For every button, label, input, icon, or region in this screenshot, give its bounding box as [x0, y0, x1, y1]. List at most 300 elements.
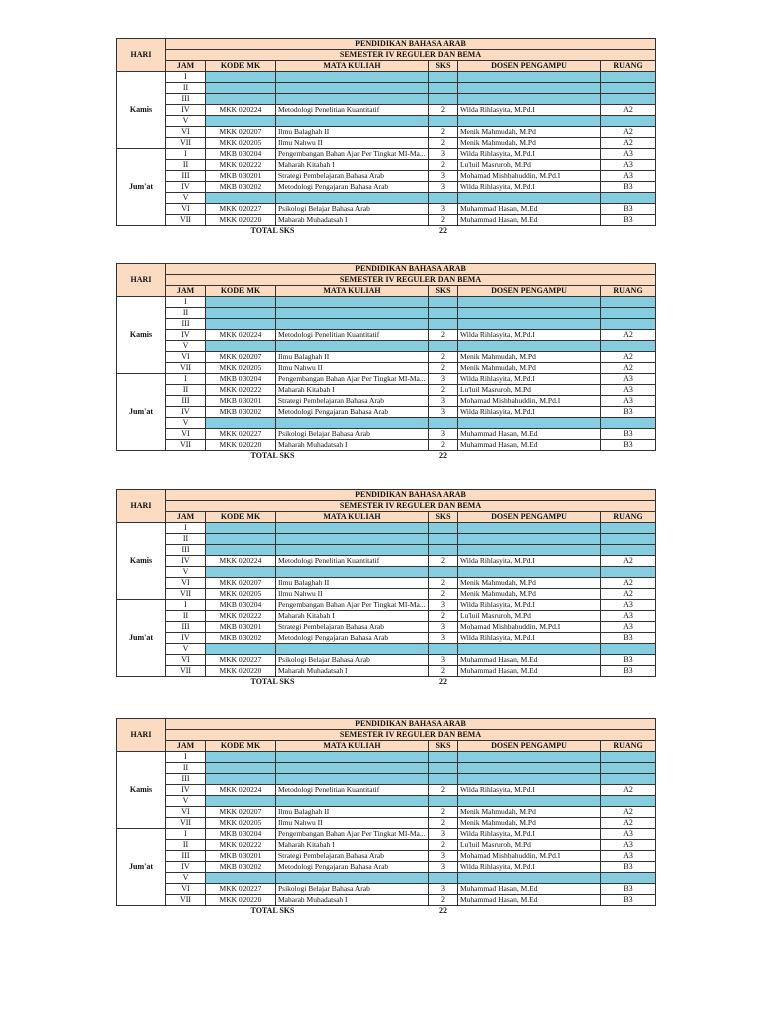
schedule-row	[117, 545, 656, 556]
lecturer-cell	[458, 873, 601, 884]
room-cell: A2	[601, 105, 656, 116]
column-header-mk: MATA KULIAH	[276, 741, 429, 752]
schedule-row	[117, 862, 656, 873]
course-code-cell: MKB 030202	[206, 862, 276, 873]
room-cell: B3	[601, 862, 656, 873]
course-code-cell: MKK 020224	[206, 556, 276, 567]
room-cell: A3	[601, 149, 656, 160]
course-code-cell: MKK 020205	[206, 363, 276, 374]
room-cell	[601, 116, 656, 127]
lecturer-cell	[458, 94, 601, 105]
course-name-cell: Ilmu Balaghah II	[276, 352, 429, 363]
sks-cell: 3	[429, 851, 458, 862]
lecturer-cell: Muhammad Hasan, M.Ed	[458, 666, 601, 677]
column-header-jam: JAM	[166, 286, 206, 297]
course-code-cell	[206, 308, 276, 319]
course-name-cell: Maharah Kitabah I	[276, 385, 429, 396]
course-code-cell	[206, 644, 276, 655]
room-cell	[601, 94, 656, 105]
sks-cell: 3	[429, 884, 458, 895]
schedule-row	[117, 215, 656, 226]
course-name-cell	[276, 297, 429, 308]
room-cell: A2	[601, 127, 656, 138]
jam-cell: I	[166, 149, 206, 160]
sks-cell	[429, 116, 458, 127]
hari-header: HARI	[117, 490, 166, 523]
lecturer-cell: Lu'luil Masruroh, M.Pd	[458, 160, 601, 171]
schedule-row	[117, 873, 656, 884]
room-cell: B3	[601, 666, 656, 677]
sks-cell: 3	[429, 862, 458, 873]
room-cell: A2	[601, 330, 656, 341]
course-name-cell: Psikologi Belajar Bahasa Arab	[276, 204, 429, 215]
jam-cell: V	[166, 567, 206, 578]
room-cell	[601, 193, 656, 204]
jam-cell: I	[166, 374, 206, 385]
semester-subtitle: SEMESTER IV REGULER DAN BEMA	[166, 501, 656, 512]
schedule-row	[117, 567, 656, 578]
course-code-cell	[206, 534, 276, 545]
schedule-row	[117, 330, 656, 341]
lecturer-cell: Wilda Rihlasyita, M.Pd.I	[458, 862, 601, 873]
jam-cell: II	[166, 763, 206, 774]
lecturer-cell	[458, 644, 601, 655]
jam-cell: III	[166, 622, 206, 633]
schedule-row	[117, 622, 656, 633]
room-cell: B3	[601, 204, 656, 215]
total-sks-value: 22	[429, 677, 458, 688]
course-code-cell: MKK 020220	[206, 895, 276, 906]
course-code-cell: MKK 020227	[206, 204, 276, 215]
course-name-cell: Pengembangan Bahan Ajar Per Tingkat MI-Ma...	[276, 829, 429, 840]
column-header-mk: MATA KULIAH	[276, 286, 429, 297]
jam-cell: II	[166, 308, 206, 319]
course-name-cell: Metodologi Penelitian Kuantitatif	[276, 785, 429, 796]
course-code-cell	[206, 545, 276, 556]
column-header-row	[117, 741, 656, 752]
sks-cell: 2	[429, 611, 458, 622]
jam-cell: I	[166, 523, 206, 534]
course-code-cell: MKK 020220	[206, 666, 276, 677]
jam-cell: II	[166, 840, 206, 851]
jam-cell: I	[166, 72, 206, 83]
lecturer-cell: Mohamad Mishbahuddin, M.Pd.I	[458, 171, 601, 182]
course-code-cell: MKB 030204	[206, 829, 276, 840]
course-code-cell	[206, 763, 276, 774]
sks-cell: 2	[429, 138, 458, 149]
jam-cell: IV	[166, 633, 206, 644]
jam-cell: III	[166, 851, 206, 862]
jam-cell: V	[166, 418, 206, 429]
sks-cell: 3	[429, 171, 458, 182]
room-cell: A3	[601, 611, 656, 622]
lecturer-cell: Wilda Rihlasyita, M.Pd.I	[458, 785, 601, 796]
course-code-cell: MKK 020207	[206, 127, 276, 138]
room-cell: A2	[601, 807, 656, 818]
day-label: Kamis	[117, 297, 166, 374]
program-title: PENDIDIKAN BAHASA ARAB	[166, 719, 656, 730]
room-cell: B3	[601, 884, 656, 895]
schedule-row	[117, 385, 656, 396]
lecturer-cell	[458, 567, 601, 578]
course-name-cell	[276, 763, 429, 774]
total-row	[117, 451, 656, 462]
course-code-cell: MKB 030201	[206, 171, 276, 182]
day-label: Kamis	[117, 523, 166, 600]
column-header-jam: JAM	[166, 741, 206, 752]
column-header-dosen: DOSEN PENGAMPU	[458, 512, 601, 523]
schedule-row	[117, 600, 656, 611]
course-name-cell	[276, 418, 429, 429]
day-label: Kamis	[117, 72, 166, 149]
schedule-row	[117, 556, 656, 567]
sks-cell	[429, 796, 458, 807]
column-header-ruang: RUANG	[601, 741, 656, 752]
schedule-row	[117, 72, 656, 83]
course-name-cell: Metodologi Pengajaran Bahasa Arab	[276, 862, 429, 873]
jam-cell: III	[166, 319, 206, 330]
lecturer-cell: Wilda Rihlasyita, M.Pd.I	[458, 374, 601, 385]
course-name-cell	[276, 567, 429, 578]
lecturer-cell	[458, 319, 601, 330]
jam-cell: I	[166, 752, 206, 763]
schedule-row	[117, 895, 656, 906]
lecturer-cell	[458, 523, 601, 534]
room-cell: A2	[601, 818, 656, 829]
jam-cell: VII	[166, 440, 206, 451]
room-cell: B3	[601, 215, 656, 226]
lecturer-cell: Wilda Rihlasyita, M.Pd.I	[458, 829, 601, 840]
sks-cell: 3	[429, 633, 458, 644]
course-code-cell	[206, 774, 276, 785]
lecturer-cell: Menik Mahmudah, M.Pd	[458, 138, 601, 149]
jam-cell: II	[166, 160, 206, 171]
schedule-row	[117, 308, 656, 319]
room-cell: A3	[601, 840, 656, 851]
lecturer-cell: Menik Mahmudah, M.Pd	[458, 818, 601, 829]
schedule-row	[117, 774, 656, 785]
lecturer-cell: Muhammad Hasan, M.Ed	[458, 204, 601, 215]
total-row-spacer	[458, 226, 656, 237]
course-name-cell: Psikologi Belajar Bahasa Arab	[276, 429, 429, 440]
subtitle-row	[117, 50, 656, 61]
course-code-cell: MKK 020227	[206, 884, 276, 895]
sks-cell: 3	[429, 204, 458, 215]
jam-cell: IV	[166, 105, 206, 116]
column-header-kode: KODE MK	[206, 741, 276, 752]
jam-cell: VI	[166, 655, 206, 666]
sks-cell	[429, 763, 458, 774]
sks-cell	[429, 545, 458, 556]
hari-header: HARI	[117, 264, 166, 297]
column-header-row	[117, 61, 656, 72]
subtitle-row	[117, 501, 656, 512]
total-sks-value: 22	[429, 226, 458, 237]
lecturer-cell	[458, 752, 601, 763]
lecturer-cell	[458, 83, 601, 94]
sks-cell	[429, 297, 458, 308]
sks-cell	[429, 308, 458, 319]
total-row	[117, 677, 656, 688]
course-code-cell	[206, 72, 276, 83]
lecturer-cell: Muhammad Hasan, M.Ed	[458, 884, 601, 895]
sks-cell	[429, 193, 458, 204]
jam-cell: I	[166, 600, 206, 611]
room-cell	[601, 774, 656, 785]
sks-cell	[429, 774, 458, 785]
total-sks-label: TOTAL SKS	[117, 226, 429, 237]
jam-cell: I	[166, 829, 206, 840]
jam-cell: IV	[166, 330, 206, 341]
room-cell: A3	[601, 171, 656, 182]
schedule-row	[117, 655, 656, 666]
room-cell: A2	[601, 352, 656, 363]
lecturer-cell	[458, 418, 601, 429]
sks-cell: 2	[429, 666, 458, 677]
jam-cell: IV	[166, 862, 206, 873]
course-code-cell: MKK 020220	[206, 440, 276, 451]
course-code-cell: MKK 020227	[206, 429, 276, 440]
schedule-row	[117, 752, 656, 763]
course-name-cell	[276, 83, 429, 94]
room-cell: A3	[601, 851, 656, 862]
course-code-cell	[206, 567, 276, 578]
schedule-row	[117, 193, 656, 204]
course-code-cell: MKB 030201	[206, 396, 276, 407]
sks-cell: 3	[429, 600, 458, 611]
jam-cell: VI	[166, 578, 206, 589]
course-code-cell	[206, 341, 276, 352]
lecturer-cell: Lu'luil Masruroh, M.Pd	[458, 840, 601, 851]
jam-cell: VII	[166, 363, 206, 374]
room-cell	[601, 319, 656, 330]
lecturer-cell	[458, 297, 601, 308]
schedule-table	[116, 263, 656, 461]
course-code-cell	[206, 523, 276, 534]
jam-cell: V	[166, 193, 206, 204]
schedule-row	[117, 818, 656, 829]
lecturer-cell: Muhammad Hasan, M.Ed	[458, 429, 601, 440]
course-name-cell: Metodologi Pengajaran Bahasa Arab	[276, 633, 429, 644]
course-code-cell: MKB 030201	[206, 851, 276, 862]
course-code-cell: MKK 020222	[206, 385, 276, 396]
sks-cell: 3	[429, 829, 458, 840]
sks-cell: 2	[429, 363, 458, 374]
sks-cell	[429, 873, 458, 884]
course-name-cell: Psikologi Belajar Bahasa Arab	[276, 884, 429, 895]
course-code-cell: MKK 020207	[206, 578, 276, 589]
lecturer-cell	[458, 193, 601, 204]
jam-cell: V	[166, 116, 206, 127]
sks-cell: 3	[429, 396, 458, 407]
sks-cell	[429, 644, 458, 655]
jam-cell: VI	[166, 127, 206, 138]
sks-cell: 2	[429, 807, 458, 818]
jam-cell: V	[166, 796, 206, 807]
course-name-cell: Metodologi Penelitian Kuantitatif	[276, 330, 429, 341]
sks-cell: 3	[429, 429, 458, 440]
lecturer-cell: Wilda Rihlasyita, M.Pd.I	[458, 182, 601, 193]
lecturer-cell: Wilda Rihlasyita, M.Pd.I	[458, 149, 601, 160]
jam-cell: VII	[166, 895, 206, 906]
sks-cell: 2	[429, 105, 458, 116]
course-code-cell: MKK 020222	[206, 840, 276, 851]
lecturer-cell: Wilda Rihlasyita, M.Pd.I	[458, 600, 601, 611]
total-sks-label: TOTAL SKS	[117, 677, 429, 688]
lecturer-cell: Wilda Rihlasyita, M.Pd.I	[458, 556, 601, 567]
room-cell	[601, 567, 656, 578]
course-name-cell: Maharah Muhadatsah I	[276, 666, 429, 677]
course-name-cell: Metodologi Penelitian Kuantitatif	[276, 556, 429, 567]
sks-cell: 2	[429, 578, 458, 589]
course-name-cell	[276, 796, 429, 807]
room-cell: A3	[601, 829, 656, 840]
program-title: PENDIDIKAN BAHASA ARAB	[166, 264, 656, 275]
course-name-cell: Maharah Muhadatsah I	[276, 215, 429, 226]
total-row	[117, 906, 656, 917]
lecturer-cell: Menik Mahmudah, M.Pd	[458, 578, 601, 589]
jam-cell: III	[166, 545, 206, 556]
hari-header: HARI	[117, 719, 166, 752]
room-cell	[601, 644, 656, 655]
sks-cell: 3	[429, 182, 458, 193]
sks-cell: 2	[429, 840, 458, 851]
jam-cell: IV	[166, 785, 206, 796]
schedule-row	[117, 796, 656, 807]
day-label: Jum'at	[117, 600, 166, 677]
course-code-cell	[206, 193, 276, 204]
jam-cell: VII	[166, 818, 206, 829]
course-name-cell: Maharah Kitabah I	[276, 611, 429, 622]
sks-cell	[429, 83, 458, 94]
total-row-spacer	[458, 451, 656, 462]
jam-cell: II	[166, 385, 206, 396]
subtitle-row	[117, 275, 656, 286]
schedule-row	[117, 851, 656, 862]
lecturer-cell	[458, 116, 601, 127]
day-label: Jum'at	[117, 374, 166, 451]
course-code-cell: MKB 030204	[206, 149, 276, 160]
room-cell: A3	[601, 600, 656, 611]
column-header-ruang: RUANG	[601, 286, 656, 297]
course-name-cell: Maharah Muhadatsah I	[276, 895, 429, 906]
room-cell	[601, 752, 656, 763]
course-name-cell	[276, 94, 429, 105]
sks-cell: 2	[429, 127, 458, 138]
hari-header: HARI	[117, 39, 166, 72]
schedule-row	[117, 807, 656, 818]
semester-subtitle: SEMESTER IV REGULER DAN BEMA	[166, 275, 656, 286]
jam-cell: IV	[166, 182, 206, 193]
sks-cell	[429, 523, 458, 534]
course-name-cell	[276, 116, 429, 127]
sks-cell: 3	[429, 655, 458, 666]
course-code-cell: MKB 030202	[206, 407, 276, 418]
schedule-row	[117, 94, 656, 105]
column-header-dosen: DOSEN PENGAMPU	[458, 61, 601, 72]
course-code-cell: MKK 020227	[206, 655, 276, 666]
lecturer-cell	[458, 763, 601, 774]
jam-cell: VII	[166, 138, 206, 149]
schedule-row	[117, 138, 656, 149]
course-code-cell	[206, 752, 276, 763]
sks-cell	[429, 319, 458, 330]
schedule-row	[117, 829, 656, 840]
lecturer-cell: Mohamad Mishbahuddin, M.Pd.I	[458, 622, 601, 633]
course-name-cell	[276, 774, 429, 785]
schedule-row	[117, 407, 656, 418]
sks-cell	[429, 752, 458, 763]
day-label: Kamis	[117, 752, 166, 829]
room-cell: A2	[601, 363, 656, 374]
course-code-cell: MKB 030204	[206, 600, 276, 611]
room-cell	[601, 796, 656, 807]
room-cell: B3	[601, 407, 656, 418]
jam-cell: VI	[166, 429, 206, 440]
jam-cell: III	[166, 94, 206, 105]
program-title: PENDIDIKAN BAHASA ARAB	[166, 39, 656, 50]
day-label: Jum'at	[117, 829, 166, 906]
schedule-row	[117, 116, 656, 127]
room-cell	[601, 297, 656, 308]
room-cell: A3	[601, 374, 656, 385]
course-name-cell: Metodologi Pengajaran Bahasa Arab	[276, 407, 429, 418]
course-code-cell: MKK 020220	[206, 215, 276, 226]
course-name-cell: Ilmu Nahwu II	[276, 363, 429, 374]
course-code-cell: MKK 020207	[206, 352, 276, 363]
jam-cell: VI	[166, 204, 206, 215]
schedule-row	[117, 589, 656, 600]
room-cell: A2	[601, 556, 656, 567]
jam-cell: I	[166, 297, 206, 308]
lecturer-cell	[458, 534, 601, 545]
lecturer-cell: Mohamad Mishbahuddin, M.Pd.I	[458, 396, 601, 407]
sks-cell: 3	[429, 374, 458, 385]
room-cell: B3	[601, 633, 656, 644]
lecturer-cell	[458, 72, 601, 83]
course-code-cell: MKB 030202	[206, 182, 276, 193]
sks-cell	[429, 418, 458, 429]
jam-cell: III	[166, 171, 206, 182]
sks-cell: 2	[429, 215, 458, 226]
room-cell: A2	[601, 138, 656, 149]
jam-cell: VII	[166, 589, 206, 600]
course-code-cell: MKK 020207	[206, 807, 276, 818]
lecturer-cell: Menik Mahmudah, M.Pd	[458, 127, 601, 138]
room-cell	[601, 523, 656, 534]
sks-cell: 2	[429, 160, 458, 171]
room-cell	[601, 72, 656, 83]
course-name-cell	[276, 752, 429, 763]
semester-subtitle: SEMESTER IV REGULER DAN BEMA	[166, 730, 656, 741]
sks-cell: 2	[429, 785, 458, 796]
total-sks-label: TOTAL SKS	[117, 906, 429, 917]
course-code-cell	[206, 796, 276, 807]
course-name-cell: Maharah Kitabah I	[276, 840, 429, 851]
sks-cell: 2	[429, 352, 458, 363]
jam-cell: V	[166, 873, 206, 884]
schedule-table	[116, 718, 656, 916]
schedule-row	[117, 611, 656, 622]
title-row	[117, 264, 656, 275]
lecturer-cell: Menik Mahmudah, M.Pd	[458, 352, 601, 363]
title-row	[117, 719, 656, 730]
lecturer-cell	[458, 796, 601, 807]
day-label: Jum'at	[117, 149, 166, 226]
schedule-row	[117, 83, 656, 94]
schedule-row	[117, 785, 656, 796]
course-name-cell: Pengembangan Bahan Ajar Per Tingkat MI-Ma...	[276, 600, 429, 611]
